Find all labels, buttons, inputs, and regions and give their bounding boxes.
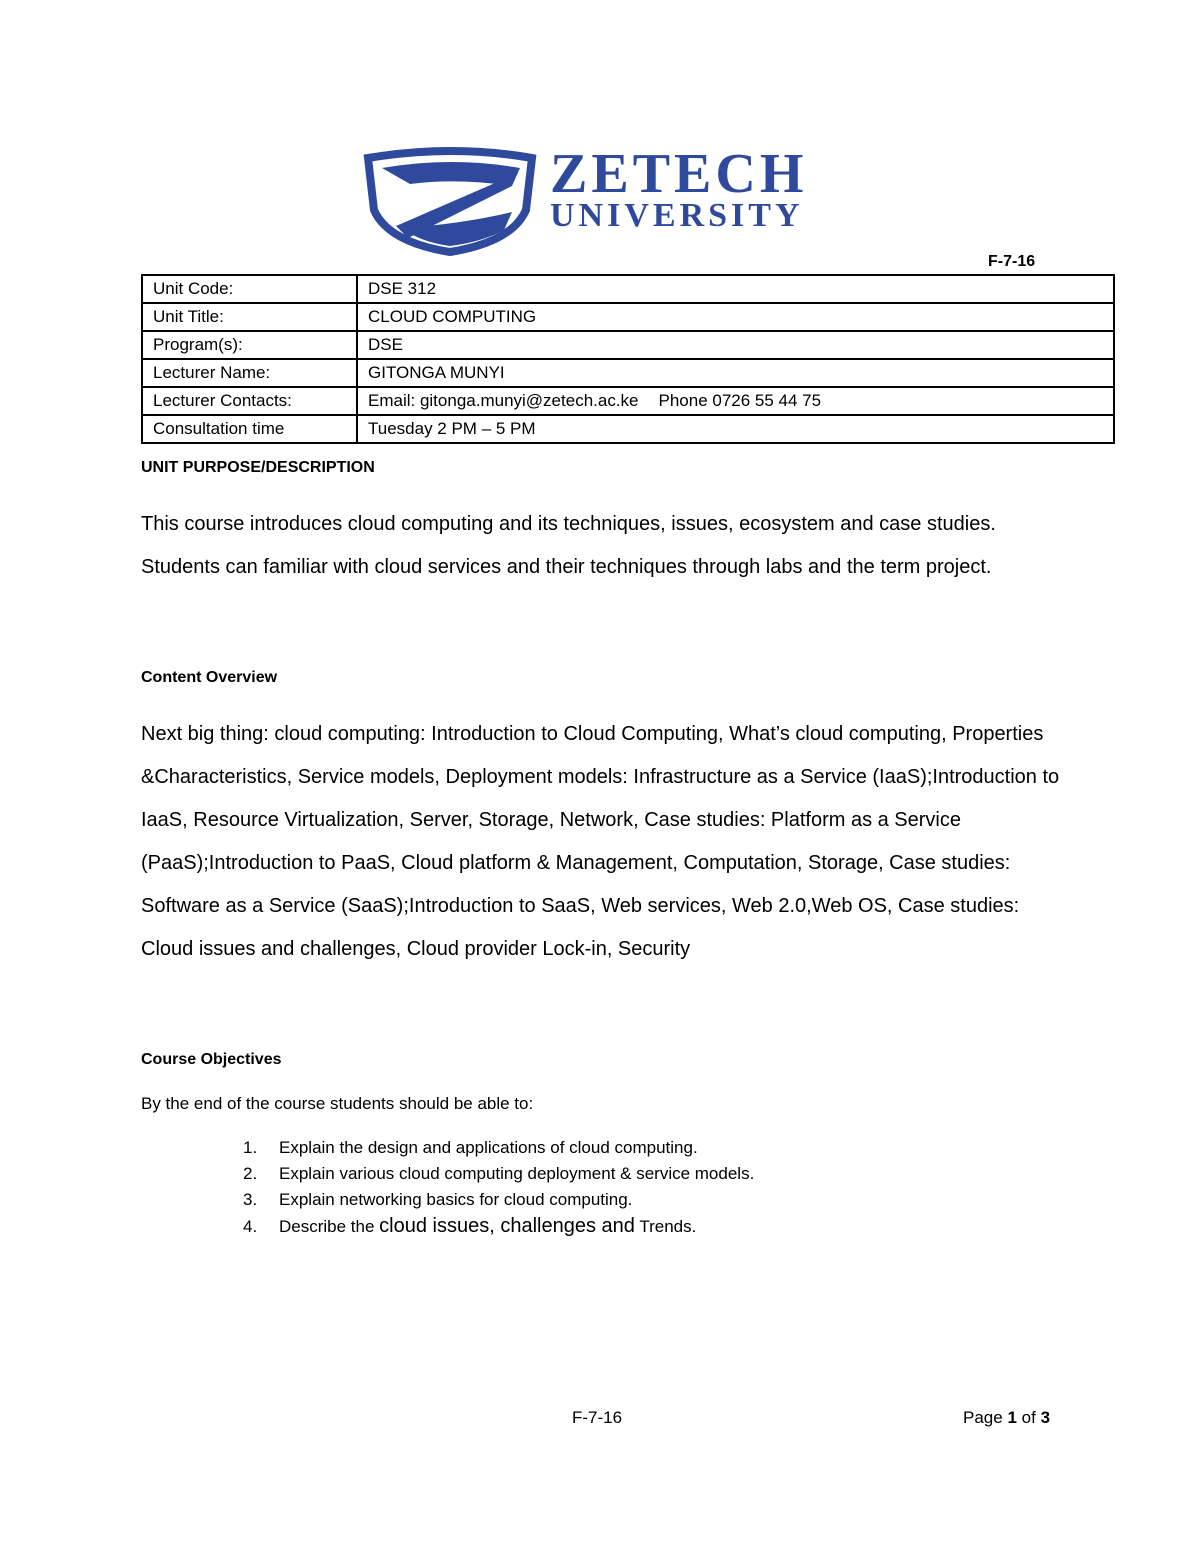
objective-text-emph: cloud issues, challenges and (379, 1215, 635, 1237)
purpose-text: This course introduces cloud computing and its techniques, issues, ecosystem and case studies. Students can familiar with cloud services and their techniques through labs and the term project. (141, 513, 996, 578)
unit-code-label: Unit Code: (142, 275, 357, 303)
overview-text: Next big thing: cloud computing: Introduction to Cloud Computing, What’s cloud computing, Properties &Characteristics, Service models, Deployment models: Infrastructure as a Service (IaaS);Introduction to IaaS, Resource Virtualization, Server, Storage, Network, Case studies: Platform as a Service (PaaS);Introduction to PaaS, Cloud platform & Management, Computation, Storage, Case studies: Software as a Service (SaaS);Introduction to SaaS, Web services, Web 2.0,Web OS, Case studies: Cloud issues and challenges, Cloud provider Lock-in, Security (141, 723, 1060, 960)
consultation-time-value: Tuesday 2 PM – 5 PM (357, 415, 1114, 443)
list-number: 4. (243, 1217, 258, 1236)
objective-text-pre: Describe the (279, 1217, 375, 1236)
program-label: Program(s): (142, 331, 357, 359)
lecturer-contacts-label: Lecturer Contacts: (142, 387, 357, 415)
list-item (141, 1161, 754, 1187)
page-label: Page (963, 1408, 1003, 1427)
list-item (141, 1213, 754, 1239)
lecturer-contacts-value (357, 387, 1114, 415)
form-code-top: F-7-16 (988, 253, 1036, 270)
lecturer-email[interactable]: Email: gitonga.munyi@zetech.ac.ke (368, 391, 639, 410)
objective-text-post: Trends. (639, 1217, 697, 1236)
lecturer-name-label: Lecturer Name: (142, 359, 357, 387)
program-value: DSE (357, 331, 1114, 359)
table-row (142, 359, 1114, 387)
objective-text: Explain the design and applications of cloud computing. (279, 1138, 698, 1157)
unit-title-value: CLOUD COMPUTING (357, 303, 1114, 331)
unit-info-table (141, 274, 1115, 444)
unit-title-label: Unit Title: (142, 303, 357, 331)
page-current: 1 (1007, 1408, 1017, 1427)
university-logo (362, 146, 932, 256)
list-item (141, 1135, 754, 1161)
table-row (142, 275, 1114, 303)
consultation-time-label: Consultation time (142, 415, 357, 443)
table-row (142, 387, 1114, 415)
purpose-heading: UNIT PURPOSE/DESCRIPTION (141, 459, 375, 476)
objectives-list (141, 1135, 754, 1239)
page-of-label: of (1021, 1408, 1036, 1427)
footer-form-code: F-7-16 (572, 1408, 623, 1427)
objective-text: Explain various cloud computing deployment & service models. (279, 1164, 755, 1183)
table-row (142, 415, 1114, 443)
logo-line1: ZETECH (550, 146, 808, 205)
overview-heading: Content Overview (141, 669, 278, 686)
unit-code-value: DSE 312 (357, 275, 1114, 303)
objectives-intro: By the end of the course students should be able to: (141, 1094, 534, 1113)
list-number: 2. (243, 1164, 258, 1183)
objective-text: Explain networking basics for cloud computing. (279, 1190, 633, 1209)
table-row (142, 303, 1114, 331)
lecturer-name-value: GITONGA MUNYI (357, 359, 1114, 387)
objectives-heading: Course Objectives (141, 1051, 282, 1068)
footer-page-number (963, 1408, 1050, 1428)
list-number: 3. (243, 1190, 258, 1209)
page-total: 3 (1040, 1408, 1051, 1427)
table-row (142, 331, 1114, 359)
lecturer-phone: Phone 0726 55 44 75 (658, 391, 822, 410)
logo-line2: UNIVERSITY (550, 197, 804, 234)
list-number: 1. (243, 1138, 258, 1157)
list-item (141, 1187, 754, 1213)
